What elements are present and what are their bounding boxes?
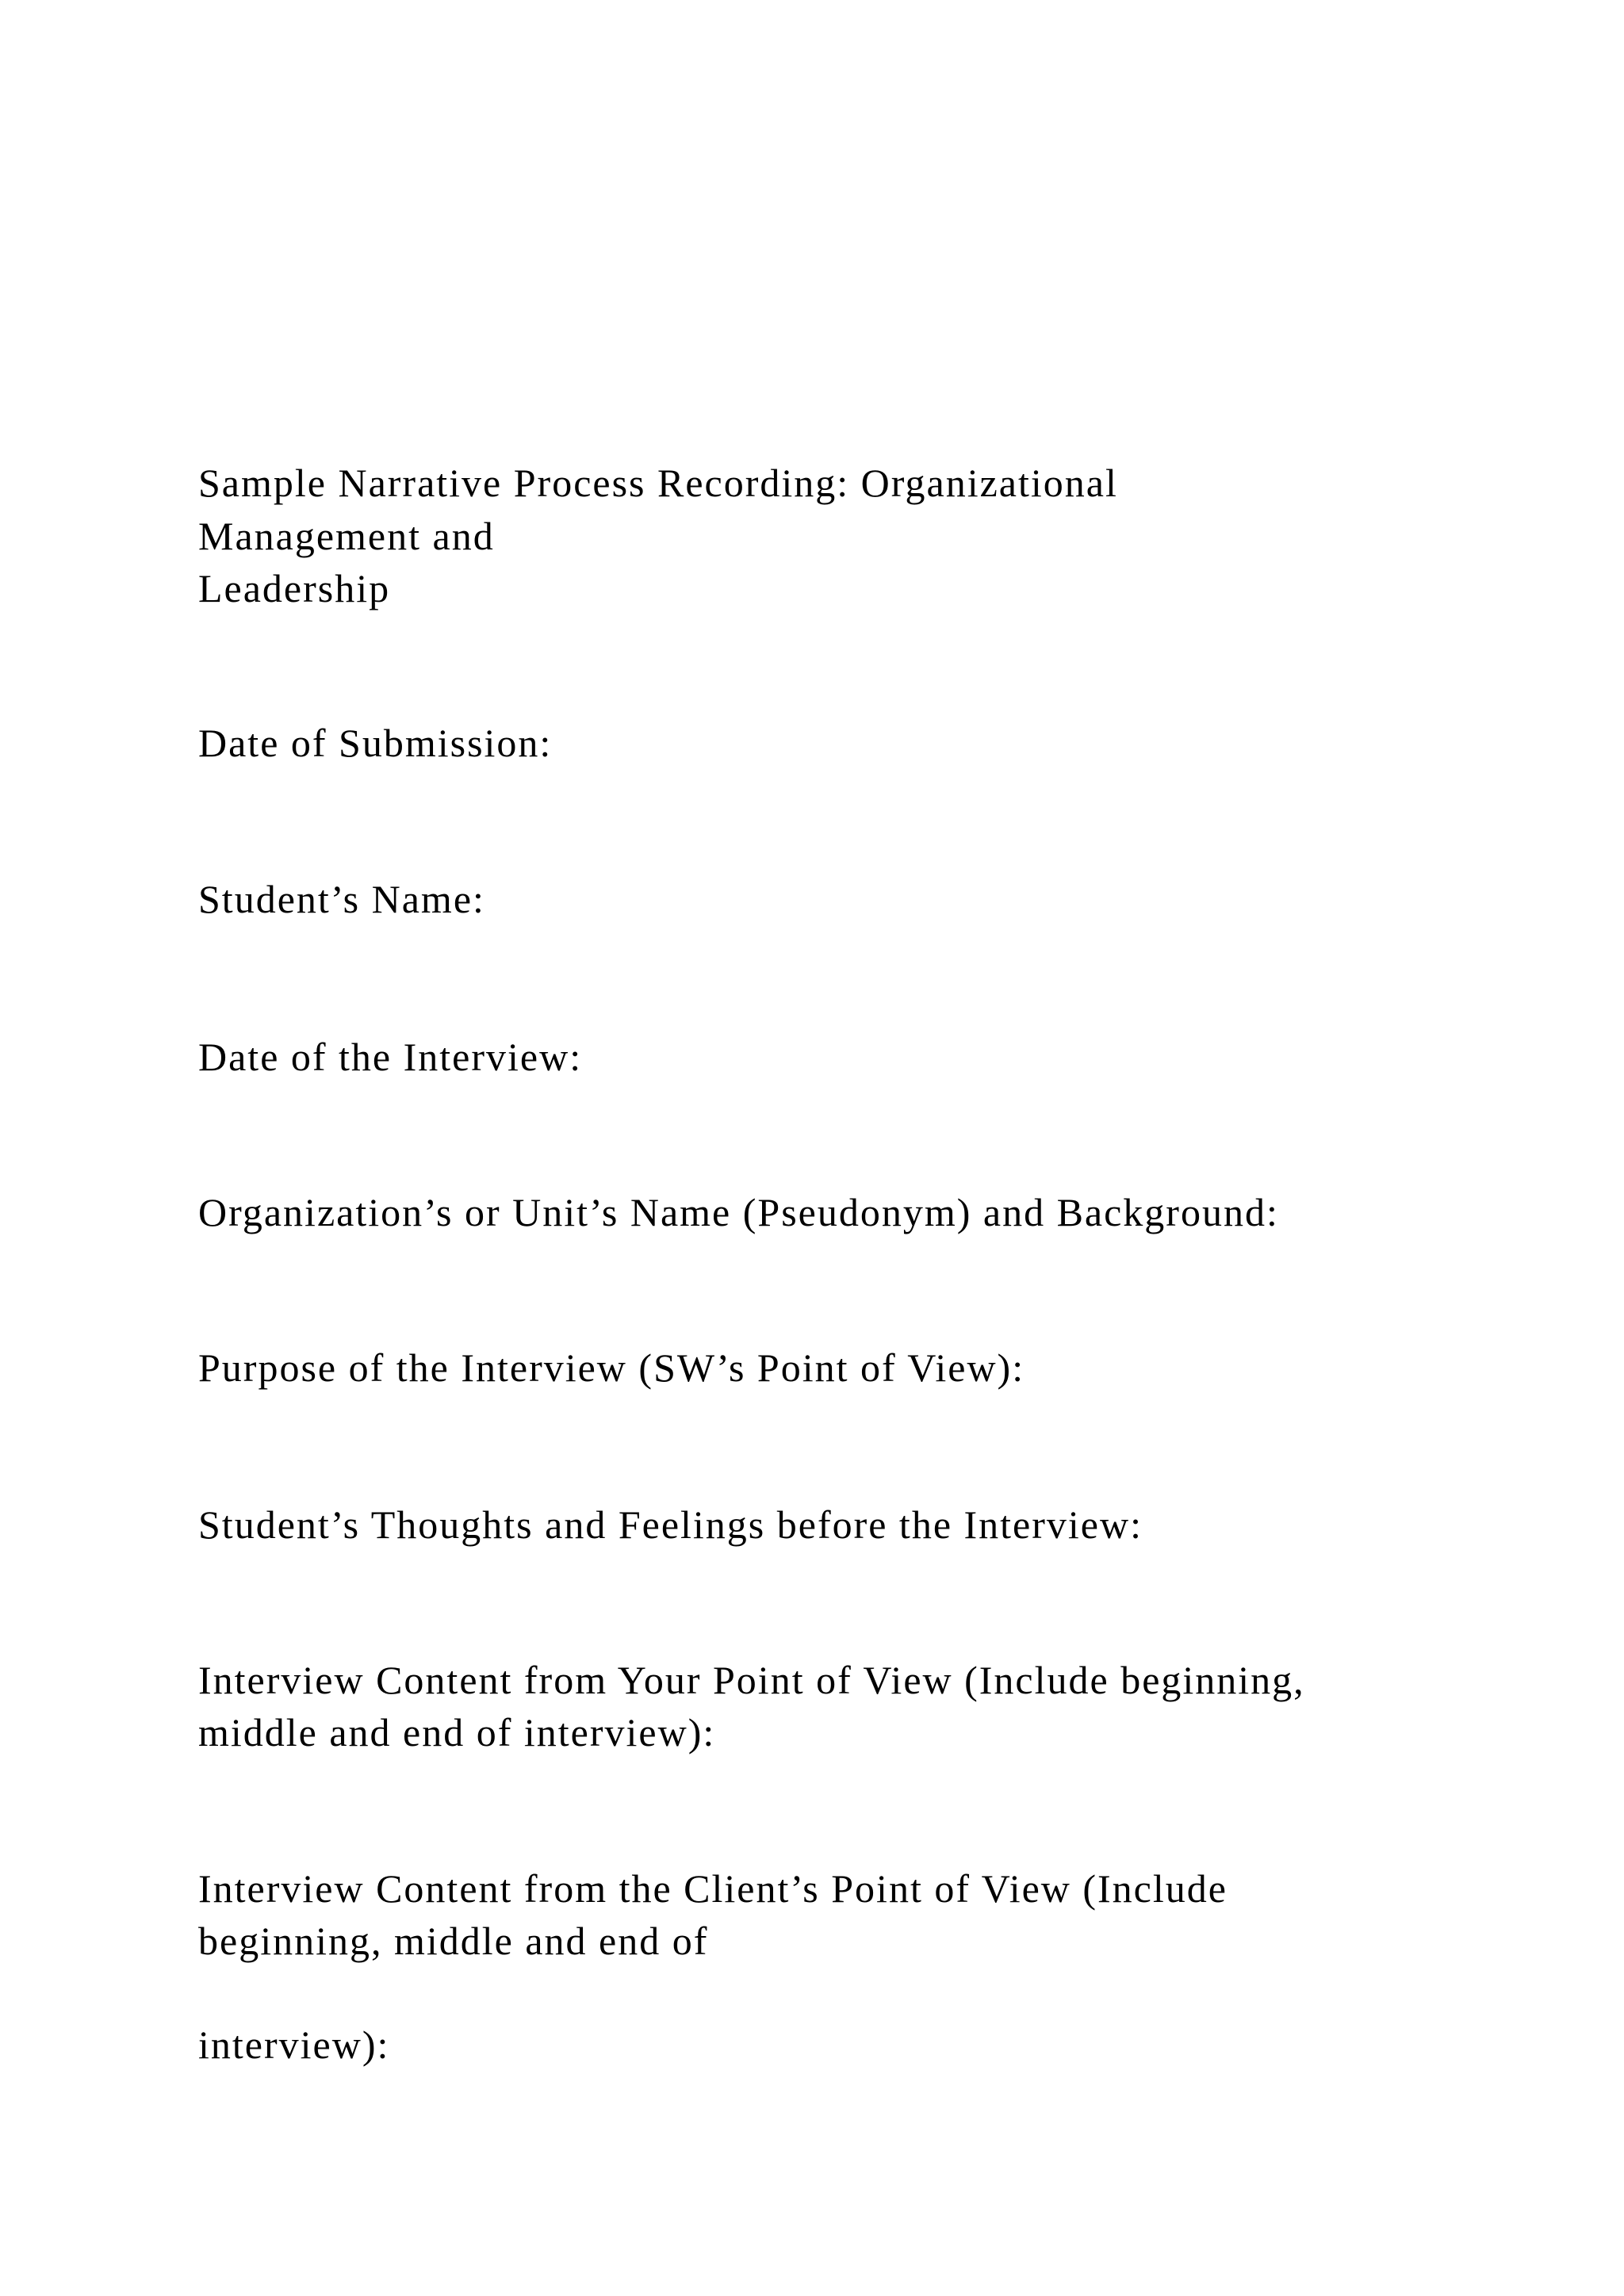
- client-view-content-line-1: Interview Content from the Client’s Point of View (Include: [198, 1866, 1228, 1911]
- interview-purpose-label: Purpose of the Interview (SW’s Point of View):: [198, 1345, 1025, 1390]
- student-thoughts-label: Student’s Thoughts and Feelings before the Interview:: [198, 1502, 1143, 1547]
- date-of-submission-label: Date of Submission:: [198, 721, 553, 765]
- document-title-line-1: Sample Narrative Process Recording: Organizational: [198, 461, 1118, 505]
- student-name-label: Student’s Name:: [198, 877, 485, 921]
- interview-date-label: Date of the Interview:: [198, 1035, 583, 1079]
- client-view-content-line-2: beginning, middle and end of: [198, 1919, 709, 1963]
- document-title-line-2: Management and: [198, 514, 495, 558]
- client-view-content-line-3: interview):: [198, 2022, 390, 2067]
- organization-name-label: Organization’s or Unit’s Name (Pseudonym) and Background:: [198, 1190, 1279, 1234]
- your-view-content-line-2: middle and end of interview):: [198, 1710, 716, 1755]
- document-title-line-3: Leadership: [198, 566, 391, 610]
- your-view-content-line-1: Interview Content from Your Point of View (Include beginning,: [198, 1658, 1305, 1702]
